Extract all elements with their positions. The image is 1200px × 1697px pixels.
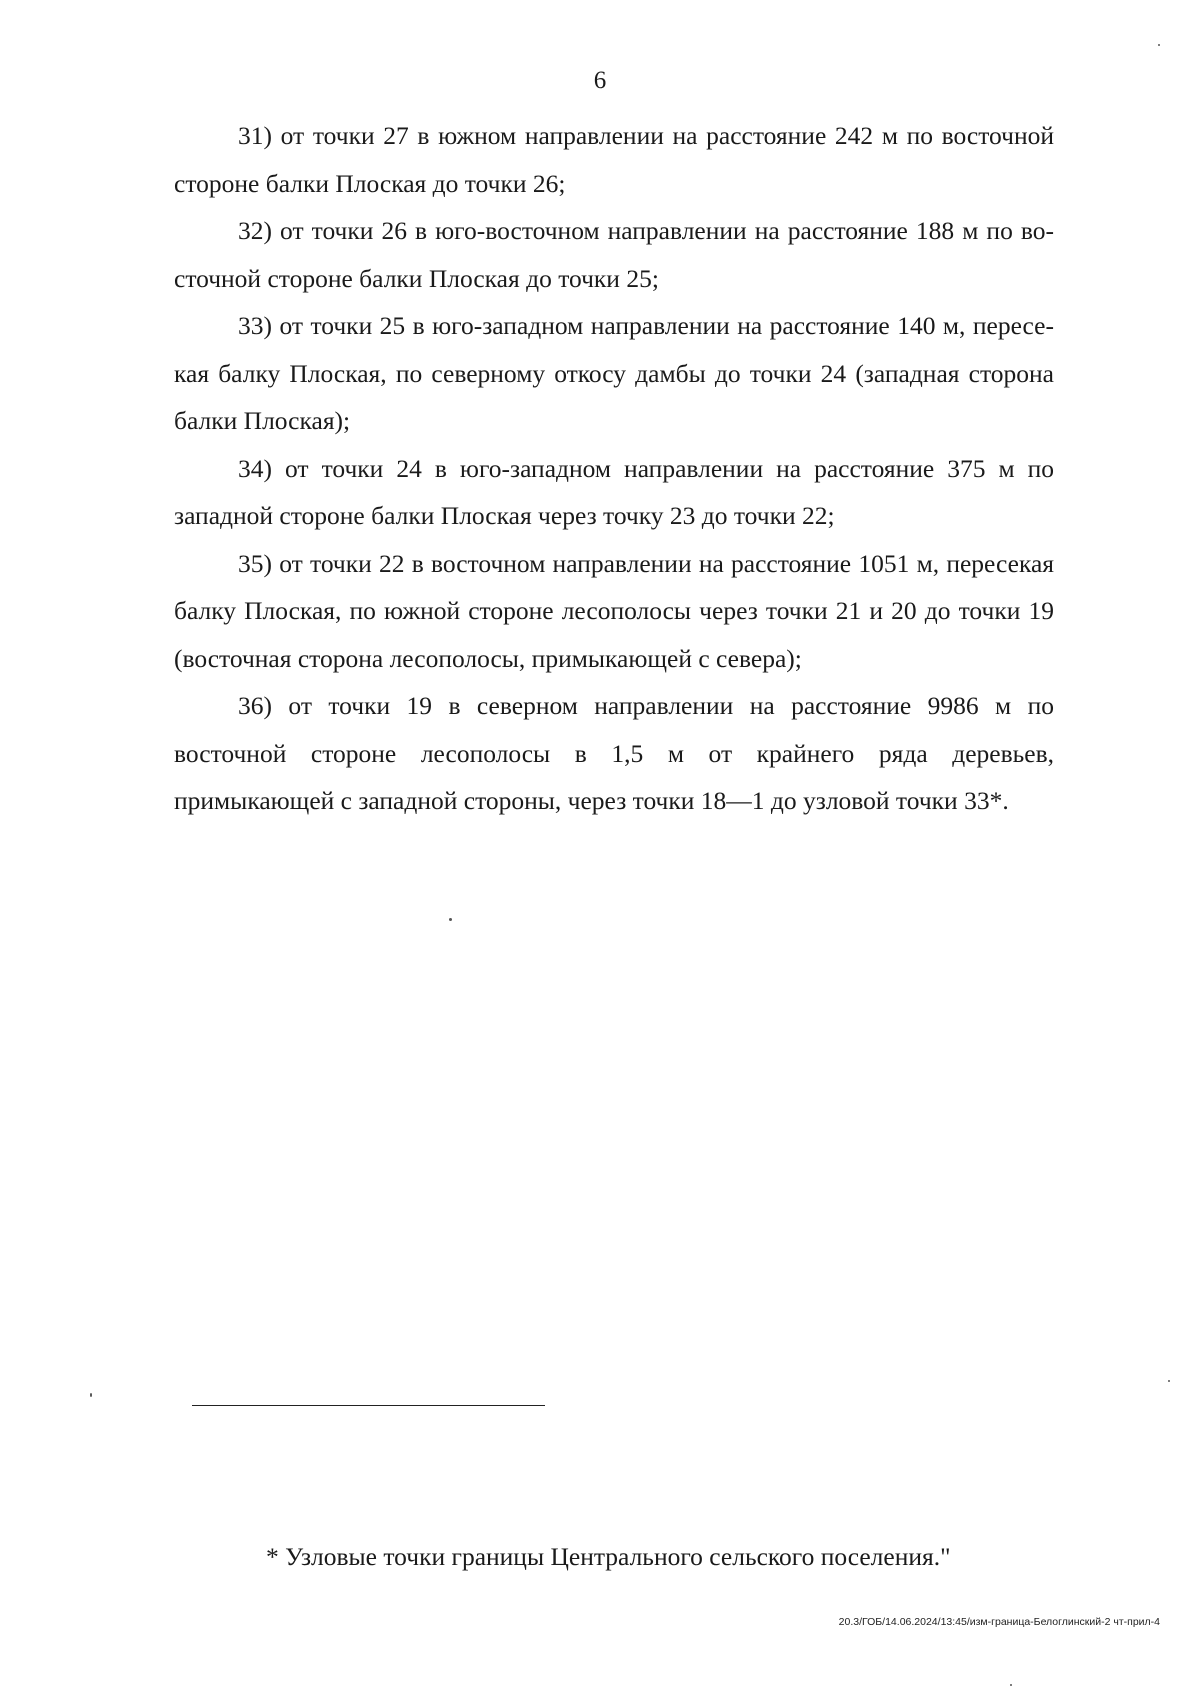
page-number: 6 [593, 67, 607, 94]
footnote-divider [192, 1405, 545, 1406]
footnote: * Узловые точки границы Центрального сельского поселения." [266, 1542, 951, 1571]
scan-speck [1158, 44, 1160, 46]
scan-speck [1010, 1684, 1012, 1686]
body-text [174, 112, 1054, 825]
paragraph-33: 33) от точки 25 в юго-западном направлении на расстояние 140 м, пересекая балку Плоская, по северному откосу дамбы до точки 24 (западная сторона балки Плоская); [174, 311, 1054, 435]
paragraph-35: 35) от точки 22 в восточном направлении на расстояние 1051 м, пересекая балку Плоская, по южной стороне лесополосы через точки 21 и 20 до точки 19 (восточная сторона лесополосы, примыкающей с севера); [174, 548, 1054, 673]
scan-speck [90, 1393, 92, 1397]
scan-speck [1168, 1380, 1170, 1382]
document-stamp: 20.3/ГОБ/14.06.2024/13:45/изм-граница-Белоглинский-2 чт-прил-4 [838, 1616, 1160, 1628]
paragraph-36: 36) от точки 19 в северном направлении на расстояние 9986 м по восточной стороне лесополосы в 1,5 м от крайнего ряда деревьев, примыкающей с западной стороны, через точки 18—1 до узловой точки 33*. [174, 691, 1054, 815]
paragraph-31: 31) от точки 27 в южном направлении на расстояние 242 м по восточной стороне балки Плоская до точки 26; [174, 121, 1054, 198]
paragraph-32: 32) от точки 26 в юго-восточном направлении на расстояние 188 м по восточной стороне балки Плоская до точки 25; [174, 216, 1054, 293]
paragraph-34: 34) от точки 24 в юго-западном направлении на расстояние 375 м по западной стороне балки Плоская через точку 23 до точки 22; [174, 453, 1054, 530]
scan-speck [449, 918, 452, 921]
